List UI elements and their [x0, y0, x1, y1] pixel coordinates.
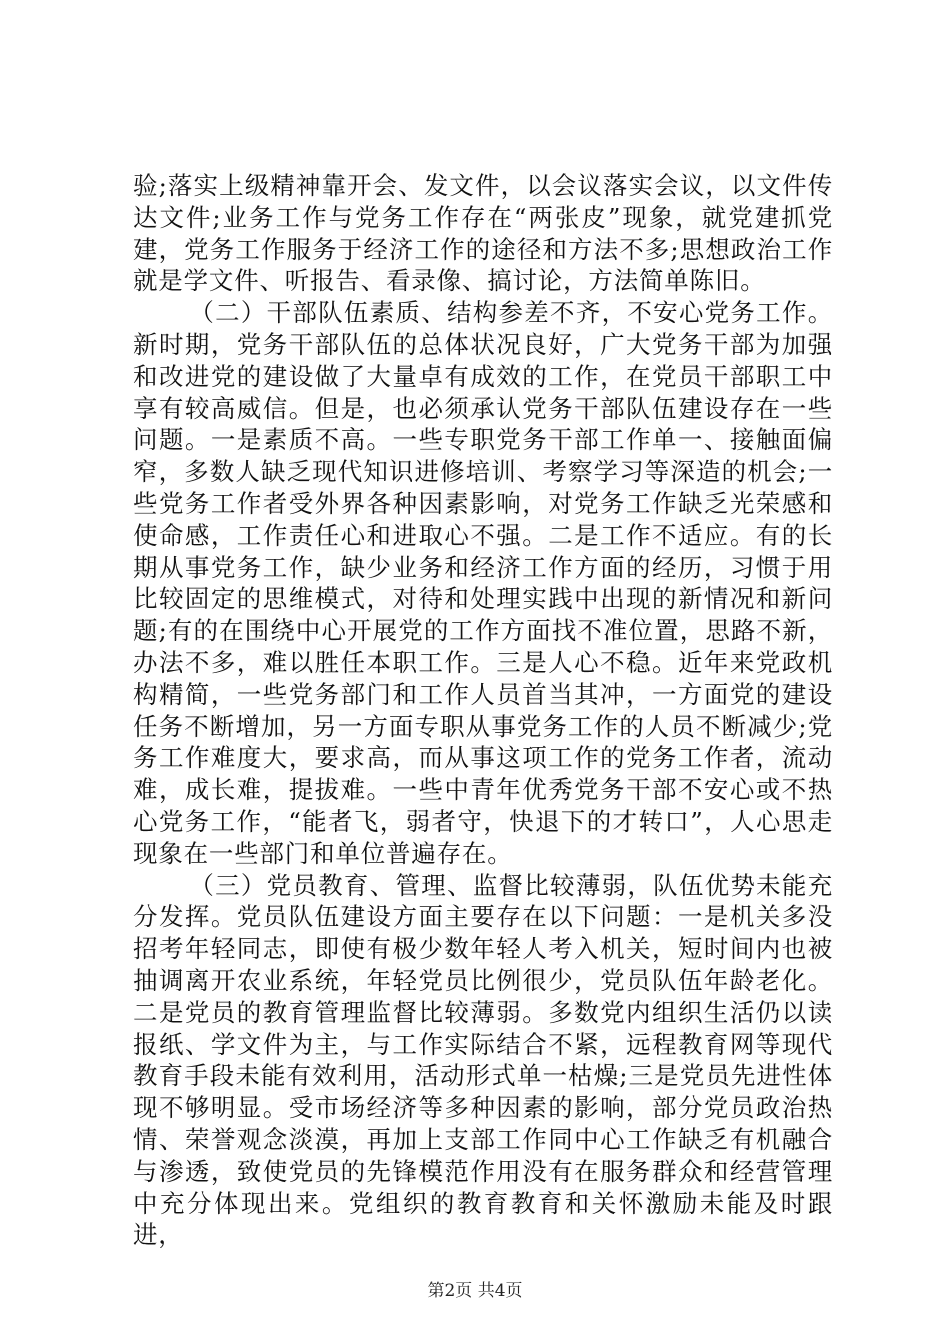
- paragraph-member-education: （三）党员教育、管理、监督比较薄弱，队伍优势未能充分发挥。党员队伍建设方面主要存在以下问题：一是机关多没招考年轻同志，即使有极少数年轻人考入机关，短时间内也被抽调离开农业系统，年轻党员比例很少，党员队伍年龄老化。二是党员的教育管理监督比较薄弱。多数党内组织生活仍以读报纸、学文件为主，与工作实际结合不紧，远程教育网等现代教育手段未能有效利用，活动形式单一枯燥;三是党员先进性体现不够明显。受市场经济等多种因素的影响，部分党员政治热情、荣誉观念淡漠，再加上支部工作同中心工作缺乏有机融合与渗透，致使党员的先锋模范作用没有在服务群众和经营管理中充分体现出来。党组织的教育教育和关怀激励未能及时跟进，: [133, 870, 833, 1250]
- paragraph-cadre-team: （二）干部队伍素质、结构参差不齐，不安心党务工作。新时期，党务干部队伍的总体状况良好，广大党务干部为加强和改进党的建设做了大量卓有成效的工作，在党员干部职工中享有较高威信。但是，也必须承认党务干部队伍建设存在一些问题。一是素质不高。一些专职党务干部工作单一、接触面偏窄，多数人缺乏现代知识进修培训、考察学习等深造的机会;一些党务工作者受外界各种因素影响，对党务工作缺乏光荣感和使命感，工作责任心和进取心不强。二是工作不适应。有的长期从事党务工作，缺少业务和经济工作方面的经历，习惯于用比较固定的思维模式，对待和处理实践中出现的新情况和新问题;有的在围绕中心开展党的工作方面找不准位置，思路不新，办法不多，难以胜任本职工作。三是人心不稳。近年来党政机构精简，一些党务部门和工作人员首当其冲，一方面党的建设任务不断增加，另一方面专职从事党务工作的人员不断减少;党务工作难度大，要求高，而从事这项工作的党务工作者，流动难，成长难，提拔难。一些中青年优秀党务干部不安心或不热心党务工作，“能者飞，弱者守，快退下的才转口”，人心思走现象在一些部门和单位普遍存在。: [133, 298, 833, 868]
- document-body: [133, 170, 833, 1251]
- paragraph-continuation: 验;落实上级精神靠开会、发文件，以会议落实会议，以文件传达文件;业务工作与党务工作存在“两张皮”现象，就党建抓党建，党务工作服务于经济工作的途径和方法不多;思想政治工作就是学文件、听报告、看录像、搞讨论，方法简单陈旧。: [133, 171, 833, 296]
- page-number-footer: 第2页 共4页: [427, 1281, 523, 1301]
